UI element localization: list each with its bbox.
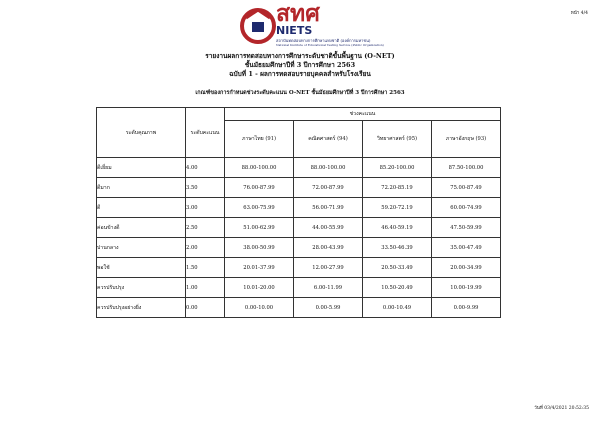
table-row	[97, 198, 501, 218]
page-number: หน้า 4/4	[570, 11, 588, 16]
header-subject-thai: ภาษาไทย (91)	[225, 121, 294, 158]
header-score-range: ช่วงคะแนน	[225, 108, 501, 121]
logo-english-subtitle: National Institute of Educational Testing Service (Public Organization)	[276, 43, 384, 47]
points-cell: 1.00	[186, 278, 225, 298]
points-cell: 2.00	[186, 238, 225, 258]
table-row	[97, 278, 501, 298]
header-level: ระดับคุณภาพ	[97, 108, 186, 158]
header-points: ระดับคะแนน	[186, 108, 225, 158]
range-cell: 10.01-20.00	[225, 278, 294, 298]
range-cell: 47.50-59.99	[432, 218, 501, 238]
table-row	[97, 258, 501, 278]
range-cell: 46.40-59.19	[363, 218, 432, 238]
range-cell: 51.00-62.99	[225, 218, 294, 238]
header-subject-english: ภาษาอังกฤษ (93)	[432, 121, 501, 158]
range-cell: 33.50-46.39	[363, 238, 432, 258]
score-criteria-table	[96, 107, 501, 318]
header-subject-math: คณิตศาสตร์ (94)	[294, 121, 363, 158]
level-cell: ควรปรับปรุง	[97, 278, 186, 298]
table-row	[97, 238, 501, 258]
range-cell: 59.20-72.19	[363, 198, 432, 218]
range-cell: 72.00-87.99	[294, 178, 363, 198]
range-cell: 35.00-47.49	[432, 238, 501, 258]
table-row	[97, 178, 501, 198]
points-cell: 4.00	[186, 158, 225, 178]
level-cell: ดี	[97, 198, 186, 218]
range-cell: 28.00-43.99	[294, 238, 363, 258]
level-cell: พอใช้	[97, 258, 186, 278]
logo-thai-text: สทศ	[276, 0, 320, 27]
range-cell: 0.00-10.49	[363, 298, 432, 318]
range-cell: 10.00-19.99	[432, 278, 501, 298]
range-cell: 0.00-10.00	[225, 298, 294, 318]
level-cell: ดีเยี่ยม	[97, 158, 186, 178]
logo-thai-subtitle: สถาบันทดสอบทางการศึกษาแห่งชาติ (องค์การมหาชน)	[276, 38, 371, 43]
points-cell: 1.50	[186, 258, 225, 278]
range-cell: 88.00-100.00	[294, 158, 363, 178]
points-cell: 3.50	[186, 178, 225, 198]
report-grade-year: ชั้นมัธยมศึกษาปีที่ 3 ปีการศึกษา 2563	[244, 61, 356, 69]
range-cell: 20.50-33.49	[363, 258, 432, 278]
range-cell: 10.50-20.49	[363, 278, 432, 298]
table-row	[97, 218, 501, 238]
level-cell: ค่อนข้างดี	[97, 218, 186, 238]
points-cell: 0.00	[186, 298, 225, 318]
header-subject-science: วิทยาศาสตร์ (95)	[363, 121, 432, 158]
range-cell: 44.00-55.99	[294, 218, 363, 238]
report-edition: ฉบับที่ 1 - ผลการทดสอบรายบุคคลสำหรับโรงเรียน	[229, 70, 371, 78]
range-cell: 56.00-71.99	[294, 198, 363, 218]
range-cell: 76.00-87.99	[225, 178, 294, 198]
range-cell: 87.50-100.00	[432, 158, 501, 178]
range-cell: 63.00-75.99	[225, 198, 294, 218]
range-cell: 20.00-34.99	[432, 258, 501, 278]
range-cell: 38.00-50.99	[225, 238, 294, 258]
niets-emblem-icon	[238, 4, 278, 44]
report-title: รายงานผลการทดสอบทางการศึกษาระดับชาติขั้นพื้นฐาน (O-NET)	[205, 52, 395, 60]
level-cell: ดีมาก	[97, 178, 186, 198]
range-cell: 72.20-85.19	[363, 178, 432, 198]
range-cell: 20.01-37.99	[225, 258, 294, 278]
range-cell: 0.00-9.99	[432, 298, 501, 318]
range-cell: 12.00-27.99	[294, 258, 363, 278]
range-cell: 88.00-100.00	[225, 158, 294, 178]
print-timestamp: วันที่ 03/4/2021 20:52:35	[534, 406, 589, 411]
points-cell: 2.50	[186, 218, 225, 238]
logo-niets-text: NIETS	[276, 24, 313, 37]
range-cell: 6.00-11.99	[294, 278, 363, 298]
range-cell: 75.00-87.49	[432, 178, 501, 198]
level-cell: ปานกลาง	[97, 238, 186, 258]
range-cell: 60.00-74.99	[432, 198, 501, 218]
points-cell: 3.00	[186, 198, 225, 218]
range-cell: 85.20-100.00	[363, 158, 432, 178]
niets-logo	[238, 0, 384, 48]
table-row	[97, 298, 501, 318]
table-caption: เกณฑ์ของการกำหนดช่วงระดับคะแนน O-NET ชั้นมัธยมศึกษาปีที่ 3 ปีการศึกษา 2563	[195, 90, 405, 96]
table-row	[97, 158, 501, 178]
range-cell: 0.00-5.99	[294, 298, 363, 318]
level-cell: ควรปรับปรุงอย่างยิ่ง	[97, 298, 186, 318]
